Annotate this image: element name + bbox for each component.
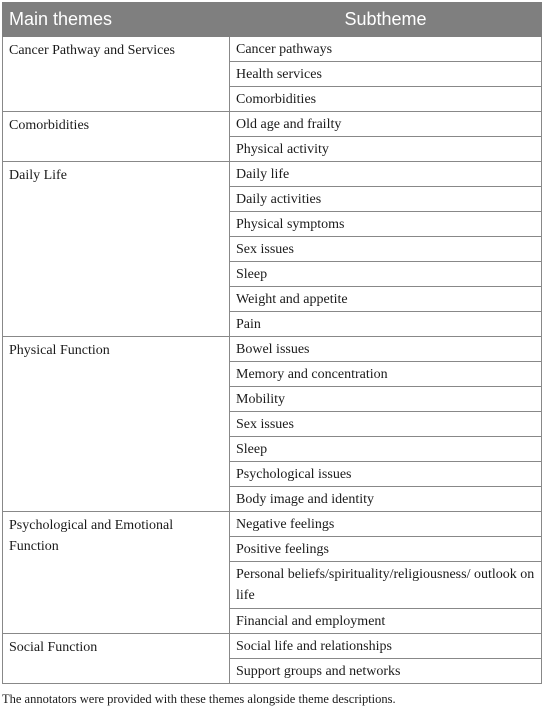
subtheme-cell: Sex issues xyxy=(230,412,542,437)
main-theme-cell: Social Function xyxy=(3,634,230,684)
subtheme-cell: Sex issues xyxy=(230,237,542,262)
subtheme-cell: Daily activities xyxy=(230,187,542,212)
main-theme-cell: Physical Function xyxy=(3,337,230,512)
table-body xyxy=(3,37,542,684)
main-theme-cell: Daily Life xyxy=(3,162,230,337)
subtheme-cell: Pain xyxy=(230,312,542,337)
subtheme-cell: Psychological issues xyxy=(230,462,542,487)
subtheme-cell: Support groups and networks xyxy=(230,659,542,684)
main-theme-cell: Psychological and Emotional Function xyxy=(3,512,230,634)
table-row xyxy=(3,512,542,537)
table-row xyxy=(3,162,542,187)
table-row xyxy=(3,37,542,62)
subtheme-cell: Health services xyxy=(230,62,542,87)
themes-table xyxy=(2,2,542,684)
subtheme-cell: Social life and relationships xyxy=(230,634,542,659)
subtheme-cell: Comorbidities xyxy=(230,87,542,112)
table-row xyxy=(3,112,542,137)
subtheme-cell: Daily life xyxy=(230,162,542,187)
subtheme-cell: Sleep xyxy=(230,262,542,287)
subtheme-cell: Negative feelings xyxy=(230,512,542,537)
subtheme-cell: Old age and frailty xyxy=(230,112,542,137)
subtheme-cell: Physical activity xyxy=(230,137,542,162)
subtheme-cell: Bowel issues xyxy=(230,337,542,362)
table-header-row xyxy=(3,3,542,37)
subtheme-cell: Positive feelings xyxy=(230,537,542,562)
table-row xyxy=(3,634,542,659)
subtheme-cell: Cancer pathways xyxy=(230,37,542,62)
subtheme-cell: Mobility xyxy=(230,387,542,412)
main-theme-cell: Cancer Pathway and Services xyxy=(3,37,230,112)
table-footnote: The annotators were provided with these themes alongside theme descriptions. xyxy=(2,692,396,706)
subtheme-cell: Sleep xyxy=(230,437,542,462)
subtheme-cell: Body image and identity xyxy=(230,487,542,512)
subtheme-cell: Memory and concentration xyxy=(230,362,542,387)
themes-table-wrapper xyxy=(2,2,541,684)
header-main-themes: Main themes xyxy=(3,3,230,37)
subtheme-cell: Physical symptoms xyxy=(230,212,542,237)
table-row xyxy=(3,337,542,362)
subtheme-cell: Weight and appetite xyxy=(230,287,542,312)
subtheme-cell: Personal beliefs/spirituality/religiousness/ outlook on life xyxy=(230,562,542,609)
main-theme-cell: Comorbidities xyxy=(3,112,230,162)
header-subtheme: Subtheme xyxy=(230,3,542,37)
subtheme-cell: Financial and employment xyxy=(230,609,542,634)
